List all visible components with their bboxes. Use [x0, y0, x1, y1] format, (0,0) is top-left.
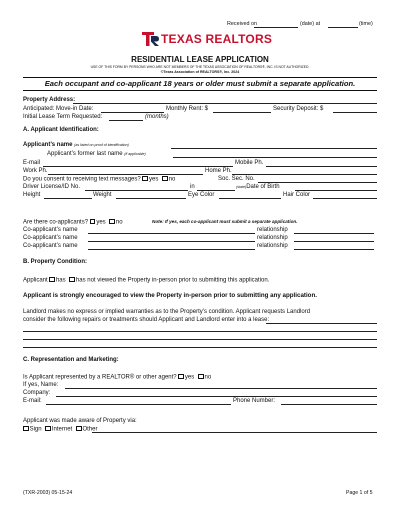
notice: Each occupant and co-applicant 18 years or older must submit a separate application. — [44, 79, 356, 88]
page-number: Page 1 of 5 — [346, 490, 373, 496]
section-a-title: A. Applicant Identification: — [23, 127, 99, 133]
applicant-name-label: Applicant’s name — [23, 142, 73, 148]
representation-question: Is Applicant represented by a REALTOR® or other agent? — [23, 374, 177, 381]
months-label: (months) — [145, 114, 169, 120]
applicant-name-field[interactable] — [171, 142, 377, 149]
other-checkbox[interactable] — [76, 426, 82, 432]
not-viewed-checkbox[interactable] — [69, 277, 75, 283]
consent-yes-checkbox[interactable] — [142, 176, 148, 182]
coapp-yes-label: yes — [96, 219, 106, 226]
relationship-field[interactable] — [294, 235, 374, 242]
ssn-field[interactable] — [258, 176, 377, 183]
date-of-birth-field[interactable] — [295, 184, 377, 191]
property-address-label: Property Address: — [23, 97, 76, 103]
coapp-name-label: Co-applicant’s name — [23, 235, 78, 241]
ssn-label: Soc. Sec. No. — [218, 176, 255, 182]
driver-license-field[interactable] — [85, 184, 188, 191]
relationship-field[interactable] — [294, 243, 374, 250]
agent-name-label: If yes, Name: — [23, 382, 59, 388]
divider — [23, 90, 377, 91]
represented-no-label: no — [204, 374, 212, 381]
work-phone-field[interactable] — [48, 168, 203, 175]
email-label: E-mail — [23, 160, 41, 166]
has-viewed-checkbox[interactable] — [49, 277, 55, 283]
other-source-field[interactable] — [92, 426, 377, 433]
agent-email-field[interactable] — [46, 398, 231, 405]
hair-color-field[interactable] — [313, 192, 377, 199]
landlord-warranty-text-2: consider the following repairs or treatments should Applicant and Landlord enter into a lease: — [23, 317, 270, 323]
email-field[interactable] — [43, 160, 233, 167]
date-at-label: (date) at — [300, 21, 321, 27]
viewed-row — [23, 277, 269, 284]
monthly-rent-label: Monthly Rent: $ — [166, 106, 209, 112]
company-label: Company: — [23, 390, 51, 396]
divider — [23, 77, 377, 78]
texas-realtors-logo — [142, 31, 273, 47]
consent-row — [23, 176, 175, 183]
agent-name-field[interactable] — [65, 382, 377, 389]
view-encouragement: Applicant is strongly encouraged to view the Property in-person prior to submitting any application. — [23, 292, 317, 299]
has-label: has — [55, 277, 66, 284]
disclaimer: USE OF THIS FORM BY PERSONS WHO ARE NOT MEMBERS OF THE TEXAS ASSOCIATION OF REALTORS®, INC. IS NOT AUTHORIZED. — [90, 65, 310, 69]
company-field[interactable] — [56, 390, 377, 397]
brand-name: TEXAS REALTORS — [161, 32, 273, 46]
relationship-label: relationship — [257, 243, 288, 249]
mobile-label: Mobile Ph. — [235, 160, 264, 166]
received-time-field[interactable] — [328, 21, 358, 28]
relationship-field[interactable] — [294, 227, 374, 234]
former-name-label: Applicant’s former last name — [47, 151, 123, 157]
dob-row — [236, 184, 280, 190]
applicant-name-hint: (as listed on proof of identification) — [74, 143, 129, 147]
hair-label: Hair Color — [283, 192, 311, 198]
weight-label: Weight — [93, 192, 112, 198]
not-viewed-text: has not viewed the Property in-person prior to submitting this application. — [75, 277, 270, 284]
lease-term-field[interactable] — [109, 114, 143, 121]
represented-no-checkbox[interactable] — [198, 374, 204, 380]
coapp-name-label: Co-applicant’s name — [23, 227, 78, 233]
sign-label: Sign — [29, 426, 42, 433]
sign-checkbox[interactable] — [23, 426, 29, 432]
consent-no-checkbox[interactable] — [162, 176, 168, 182]
move-in-date-field[interactable] — [101, 106, 164, 113]
applicant-name-row — [23, 142, 129, 148]
form-title: RESIDENTIAL LEASE APPLICATION — [131, 55, 269, 64]
coapp-name-field[interactable] — [88, 243, 255, 250]
home-label: Home Ph. — [205, 168, 232, 174]
coapp-no-checkbox[interactable] — [109, 219, 115, 225]
home-phone-field[interactable] — [232, 168, 377, 175]
former-name-field[interactable] — [173, 151, 377, 158]
monthly-rent-field[interactable] — [213, 106, 271, 113]
consent-no-label: no — [168, 176, 176, 183]
section-c-title: C. Representation and Marketing: — [23, 357, 119, 363]
mobile-phone-field[interactable] — [266, 160, 377, 167]
state-label: (state) — [236, 185, 247, 189]
coapp-name-label: Co-applicant’s name — [23, 243, 78, 249]
coapp-no-label: no — [115, 219, 123, 226]
repairs-field[interactable] — [23, 341, 377, 348]
internet-label: Internet — [51, 426, 73, 433]
received-on-label: Received on — [227, 21, 257, 27]
repairs-field[interactable] — [23, 325, 377, 332]
in-label: in — [190, 184, 195, 190]
internet-checkbox[interactable] — [45, 426, 51, 432]
received-on-row — [227, 21, 257, 27]
landlord-warranty-text-1: Landlord makes no express or implied warranties as to the Property’s condition. Applicant requests Landlord — [23, 309, 311, 315]
logo-mark-icon — [142, 31, 160, 47]
dl-state-field[interactable] — [197, 184, 235, 191]
coapp-note: Note: If yes, each co-applicant must submit a separate application. — [152, 219, 298, 224]
security-deposit-label: Security Deposit: $ — [273, 106, 324, 112]
repairs-field[interactable] — [266, 317, 377, 324]
move-in-label: Anticipated: Move-in Date: — [23, 106, 94, 112]
relationship-label: relationship — [257, 235, 288, 241]
section-b-title: B. Property Condition: — [23, 259, 87, 265]
received-date-field[interactable] — [254, 21, 298, 28]
coapp-name-field[interactable] — [88, 235, 255, 242]
represented-yes-checkbox[interactable] — [178, 374, 184, 380]
eye-label: Eye Color — [188, 192, 215, 198]
height-label: Height — [23, 192, 41, 198]
time-label: (time) — [359, 21, 373, 27]
property-address-field[interactable] — [73, 97, 377, 104]
former-name-hint: (if applicable) — [124, 152, 146, 156]
applicant-label: Applicant — [23, 277, 48, 284]
consent-yes-label: yes — [149, 176, 159, 183]
repairs-field[interactable] — [23, 333, 377, 340]
coapp-question: Are there co-applicants? — [23, 219, 89, 226]
aware-label: Applicant was made aware of Property via: — [23, 418, 137, 424]
consent-label: Do you consent to receiving text messages? — [23, 176, 141, 183]
weight-field[interactable] — [116, 192, 186, 199]
represented-yes-label: yes — [184, 374, 195, 381]
other-label: Other — [82, 426, 98, 433]
phone-label: Phone Number: — [233, 398, 276, 404]
agent-phone-field[interactable] — [281, 398, 377, 405]
agent-email-label: E-mail: — [23, 398, 42, 404]
form-id: (TXR-2003) 05-15-24 — [23, 490, 73, 496]
coapp-row — [23, 219, 123, 226]
work-label: Work Ph. — [23, 168, 48, 174]
eye-color-field[interactable] — [219, 192, 281, 199]
former-name-row — [47, 151, 146, 157]
copyright: ©Texas Association of REALTORS®, Inc. 2024 — [160, 70, 240, 74]
coapp-name-field[interactable] — [88, 227, 255, 234]
aware-options — [23, 426, 98, 433]
height-field[interactable] — [44, 192, 92, 199]
dob-label: Date of Birth — [246, 184, 280, 190]
relationship-label: relationship — [257, 227, 288, 233]
lease-term-label: Initial Lease Term Requested: — [23, 114, 103, 120]
security-deposit-field[interactable] — [333, 106, 377, 113]
coapp-yes-checkbox[interactable] — [90, 219, 96, 225]
representation-row — [23, 374, 211, 381]
dl-label: Driver License/ID No. — [23, 184, 81, 190]
